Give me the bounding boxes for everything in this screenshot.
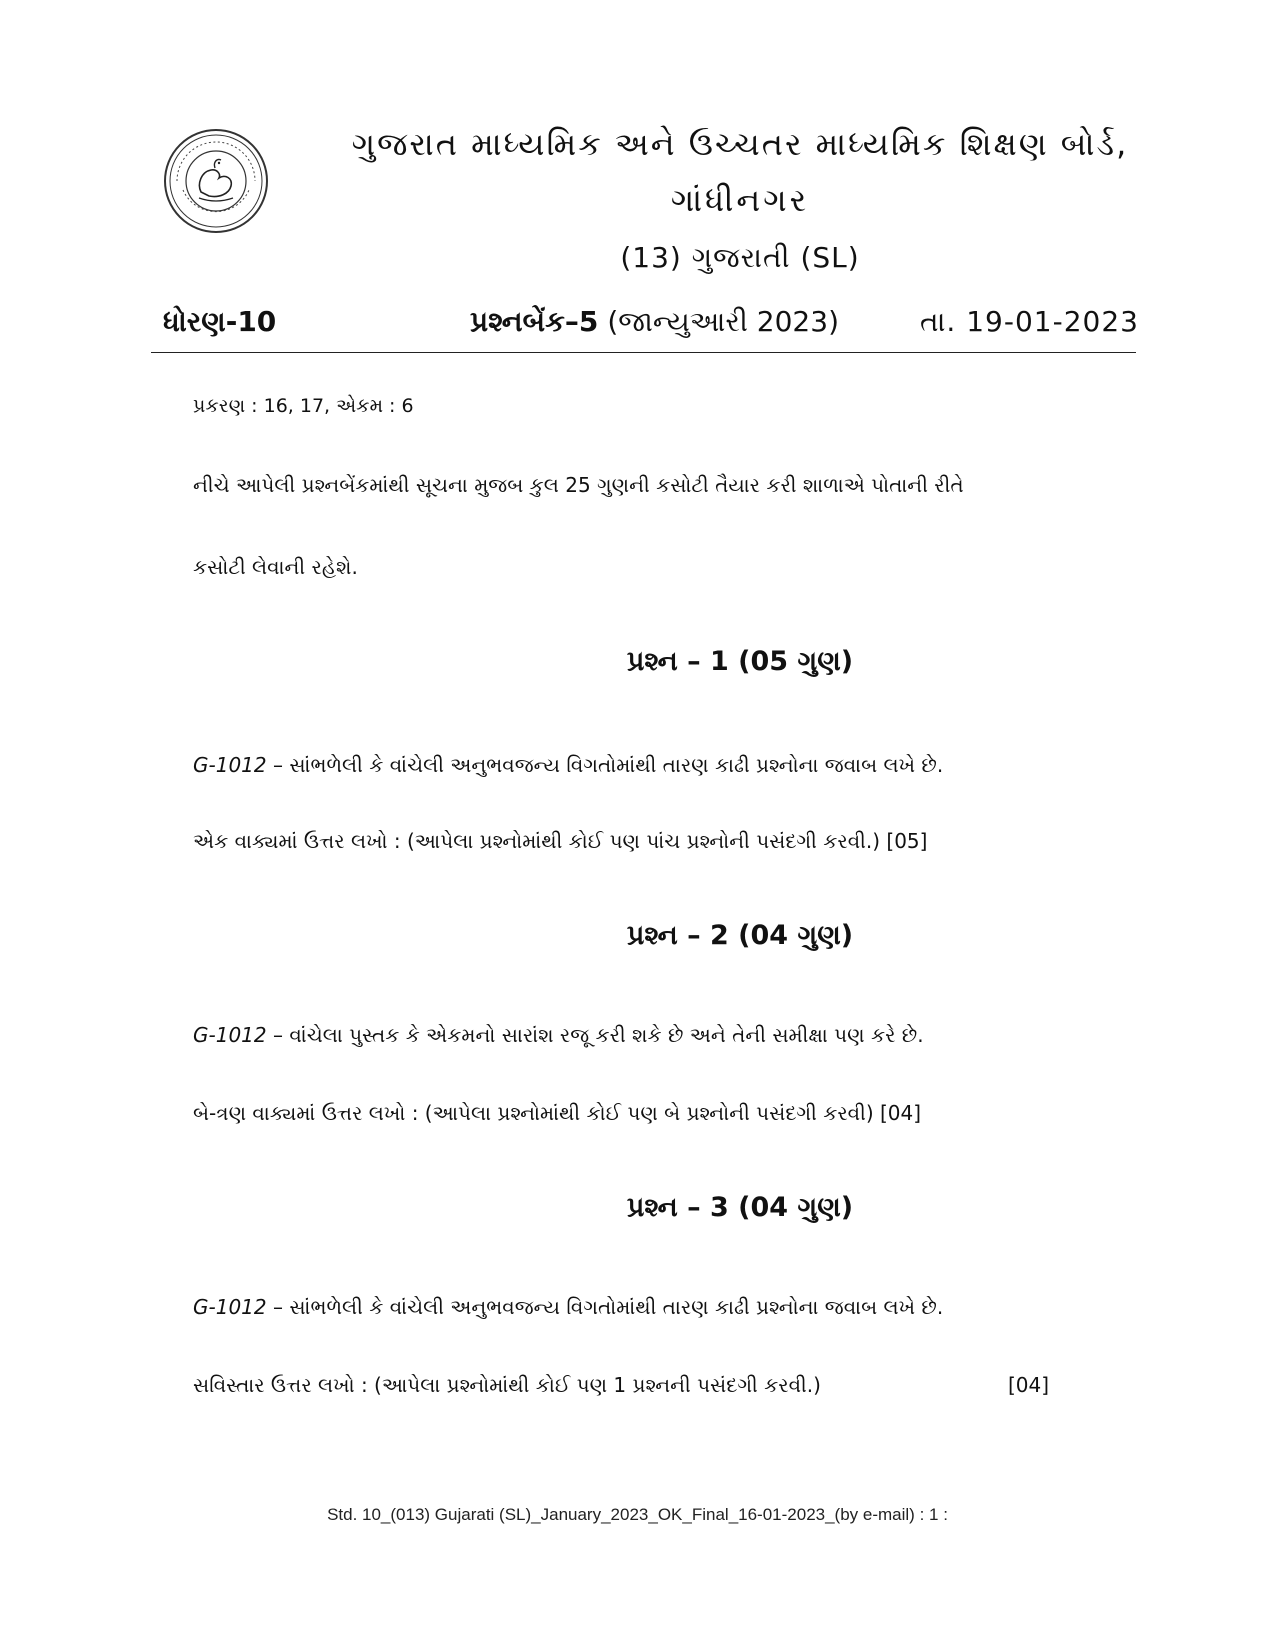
question-3-heading: પ્રશ્ન – 3 (04 ગુણ) (626, 1192, 854, 1223)
header-divider (151, 352, 1136, 353)
outcome-text: – વાંચેલા પુસ્તક કે એકમનો સારાંશ રજૂ કરી શકે છે અને તેની સમીક્ષા પણ કરે છે. (266, 1023, 924, 1047)
exam-date: તા. 19-01-2023 (920, 305, 1139, 338)
bank-period: (જાન્યુઆરી 2023) (607, 305, 839, 338)
page-footer: Std. 10_(013) Gujarati (SL)_January_2023_OK_Final_16-01-2023_(by e-mail) : 1 : (327, 1505, 948, 1524)
question-3-marks: [04] (1008, 1373, 1050, 1397)
board-name: ગુજરાત માધ્યમિક અને ઉચ્ચતર માધ્યમિક શિક્ષણ બોર્ડ, (351, 125, 1129, 163)
outcome-code: G-1012 (193, 1295, 267, 1319)
question-2-task: બે-ત્રણ વાક્યમાં ઉત્તર લખો : (આપેલા પ્રશ્નોમાંથી કોઈ પણ બે પ્રશ્નોની પસંદગી કરવી) [04] (193, 1101, 922, 1125)
question-1-task: એક વાક્યમાં ઉત્તર લખો : (આપેલા પ્રશ્નોમાંથી કોઈ પણ પાંચ પ્રશ્નોની પસંદગી કરવી.) [05] (193, 829, 928, 853)
instruction-line-1: નીચે આપેલી પ્રશ્નબેંકમાંથી સૂચના મુજબ કુલ 25 ગુણની કસોટી તૈયાર કરી શાળાએ પોતાની રીતે (193, 473, 964, 497)
question-bank-label (470, 302, 839, 342)
board-seal-icon (163, 128, 269, 234)
question-1-heading: પ્રશ્ન – 1 (05 ગુણ) (626, 646, 854, 677)
question-3-outcome (193, 1292, 1113, 1322)
bank-number: પ્રશ્નબેંક–5 (470, 305, 599, 338)
outcome-code: G-1012 (193, 1023, 267, 1047)
outcome-text: – સાંભળેલી કે વાંચેલી અનુભવજન્ય વિગતોમાંથી તારણ કાઢી પ્રશ્નોના જવાબ લખે છે. (266, 753, 944, 777)
question-1-outcome (193, 750, 1113, 780)
board-city: ગાંધીનગર (670, 181, 810, 219)
outcome-text: – સાંભળેલી કે વાંચેલી અનુભવજન્ય વિગતોમાંથી તારણ કાઢી પ્રશ્નોના જવાબ લખે છે. (266, 1295, 944, 1319)
instruction-line-2: કસોટી લેવાની રહેશે. (193, 555, 358, 579)
outcome-code: G-1012 (193, 753, 267, 777)
chapters-line: પ્રકરણ : 16, 17, એકમ : 6 (193, 395, 414, 417)
question-2-outcome (193, 1020, 1113, 1050)
subject-title: (13) ગુજરાતી (SL) (620, 241, 860, 274)
standard-label: ધોરણ-10 (163, 305, 277, 338)
question-3-task: સવિસ્તાર ઉત્તર લખો : (આપેલા પ્રશ્નોમાંથી કોઈ પણ 1 પ્રશ્નની પસંદગી કરવી.) (193, 1373, 821, 1397)
question-2-heading: પ્રશ્ન – 2 (04 ગુણ) (626, 920, 854, 951)
